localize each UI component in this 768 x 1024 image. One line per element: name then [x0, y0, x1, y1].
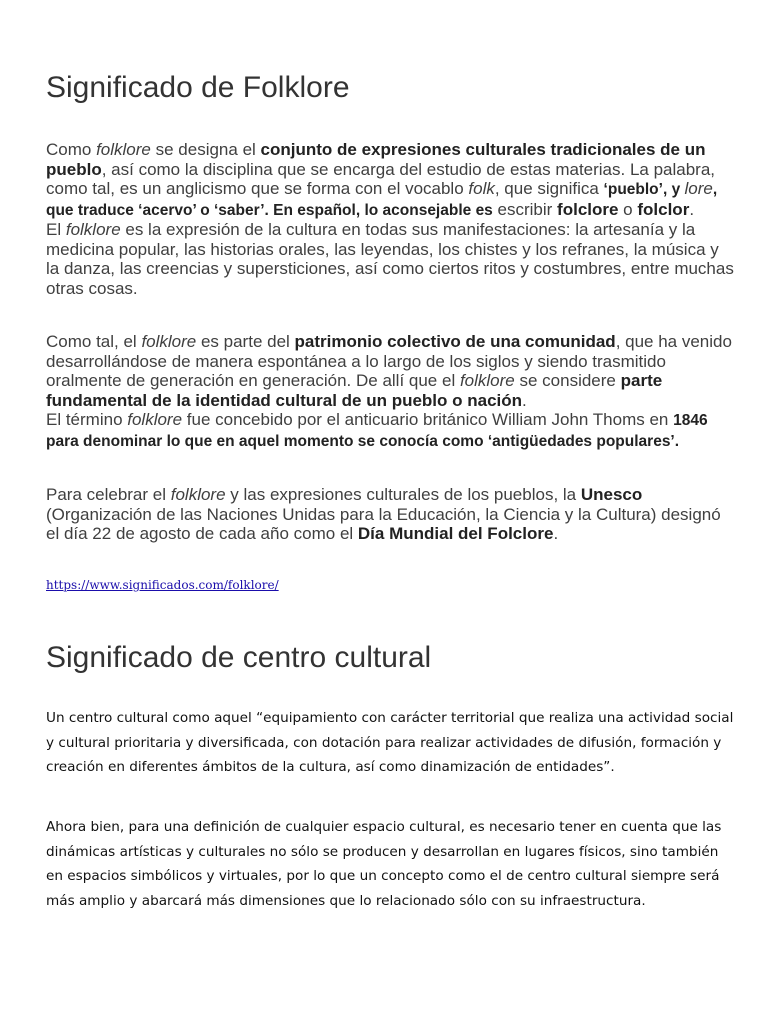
text: o — [618, 199, 638, 219]
section1-title: Significado de Folklore — [46, 71, 350, 104]
source-link[interactable]: https://www.significados.com/folklore/ — [46, 578, 279, 592]
bold-phrase: folclore — [557, 199, 619, 219]
italic-term: folklore — [170, 485, 226, 504]
text: . — [689, 199, 695, 219]
text: (Organización de las Naciones Unidas para la Educación, la Ciencia y la Cultura) designó el día 22 de agosto de cada año como el — [46, 504, 721, 543]
text: El término — [46, 410, 128, 429]
italic-term: folk — [468, 179, 495, 198]
italic-term: folklore — [141, 332, 197, 351]
bold-phrase: Día Mundial del Folclore — [357, 524, 554, 543]
bold-phrase: ‘pueblo’, y — [603, 181, 685, 198]
text: Para celebrar el — [46, 485, 171, 504]
bold-phrase: , que traduce ‘acervo’ o ‘saber’. En español, lo aconsejable es — [46, 181, 718, 219]
bold-phrase: parte fundamental de la identidad cultural de un pueblo o nación — [46, 371, 663, 410]
text: , así como la disciplina que se encarga del estudio de estas materias. La palabra, como tal, es un anglicismo que se forma con el vocablo — [46, 159, 716, 198]
text: fue concebido por el anticuario británico William John Thoms en — [182, 410, 674, 429]
text: se considere — [514, 371, 621, 390]
italic-term: lore — [684, 179, 713, 198]
centro-cultural-paragraph-1: Un centro cultural como aquel “equipamiento con carácter territorial que realiza una actividad social y cultural prioritaria y diversificada, con dotación para realizar actividades de difusión, formación y creación en diferentes ámbitos de la cultura, así como dinamización de entidades”. — [46, 710, 734, 775]
italic-term: folklore — [96, 140, 151, 159]
italic-term: folklore — [459, 371, 515, 390]
bold-phrase: Unesco — [580, 485, 643, 504]
text: Como — [46, 140, 97, 159]
italic-term: folklore — [127, 410, 183, 429]
text: escribir — [492, 199, 558, 219]
text: El — [46, 220, 66, 239]
text: , que significa — [494, 179, 604, 198]
bold-phrase: patrimonio colectivo de una comunidad — [294, 332, 616, 351]
centro-cultural-paragraph-2: Ahora bien, para una definición de cualquier espacio cultural, es necesario tener en cuenta que las dinámicas artísticas y culturales no sólo se producen y desarrollan en lugares físicos, sino también en espacios simbólicos y virtuales, por lo que un concepto como el de centro cultural siempre será más amplio y abarcará más dimensiones que lo relacionado sólo con su infraestructura. — [46, 819, 722, 909]
text: se designa el — [150, 140, 261, 159]
folklore-paragraph-2 — [46, 332, 736, 451]
text: . — [553, 524, 559, 543]
text: es la expresión de la cultura en todas sus manifestaciones: la artesanía y la medicina popular, las historias orales, las leyendas, los chistes y los refranes, la música y la danza, las creencias y supersticiones, así como ciertos ritos y costumbres, entre muchas otras cosas. — [46, 220, 734, 298]
text: . — [522, 390, 527, 410]
folklore-paragraph-3 — [46, 485, 736, 544]
folklore-paragraph-1 — [46, 140, 736, 298]
text: y las expresiones culturales de los pueblos, la — [225, 485, 581, 504]
bold-phrase: 1846 para denominar lo que en aquel momento se conocía como ‘antigüedades populares’. — [46, 412, 708, 450]
italic-term: folklore — [65, 220, 121, 239]
text: es parte del — [196, 332, 295, 351]
text: Como tal, el — [46, 332, 142, 351]
section2-title: Significado de centro cultural — [46, 641, 432, 674]
bold-phrase: conjunto de expresiones culturales tradicionales de un pueblo — [46, 140, 706, 179]
text: , que ha venido desarrollándose de manera espontánea a lo largo de los siglos y siendo trasmitido oralmente de generación en generación. De allí que el — [46, 332, 732, 390]
bold-phrase: folclor — [637, 199, 690, 219]
